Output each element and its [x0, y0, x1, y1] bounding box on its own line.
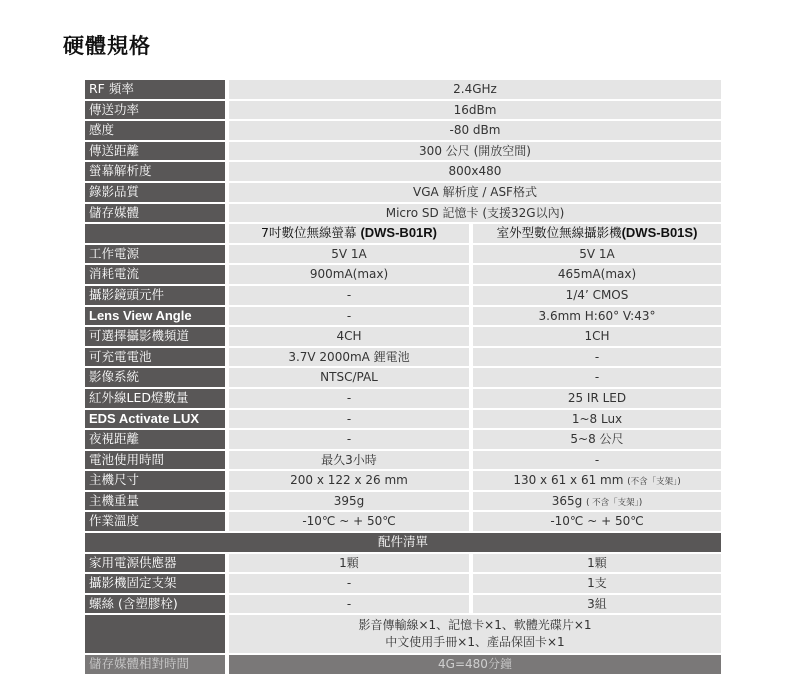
row-label: 電池使用時間	[85, 451, 225, 470]
camera-value: 25 IR LED	[473, 389, 721, 408]
monitor-value: -	[229, 430, 469, 449]
value-text: 130 x 61 x 61 mm	[513, 473, 624, 488]
model-code: (DWS-B01R)	[360, 225, 437, 241]
table-row	[85, 327, 721, 346]
value-note: ( 不含「支架」)	[586, 497, 643, 508]
value-text: 365g	[551, 493, 583, 508]
row-label: 消耗電流	[85, 265, 225, 284]
table-row	[85, 245, 721, 264]
camera-value	[473, 492, 721, 511]
row-value: 16dBm	[229, 101, 721, 120]
row-label: 攝影機固定支架	[85, 574, 225, 593]
monitor-value: 5V 1A	[229, 245, 469, 264]
camera-value: 1~8 Lux	[473, 410, 721, 429]
row-label: 影像系統	[85, 368, 225, 387]
accessories-extra	[229, 615, 721, 653]
row-label: 紅外線LED燈數量	[85, 389, 225, 408]
row-value: 800x480	[229, 162, 721, 181]
model-code: (DWS-B01S)	[621, 225, 698, 241]
monitor-value: 3.7V 2000mA 鋰電池	[229, 348, 469, 367]
accessories-line: 中文使用手冊×1、產品保固卡×1	[385, 635, 565, 650]
model-header-row	[85, 224, 721, 243]
monitor-value: -	[229, 574, 469, 593]
monitor-value: -	[229, 307, 469, 326]
camera-value	[473, 471, 721, 490]
table-row	[85, 286, 721, 305]
table-row	[85, 451, 721, 470]
model-header-monitor	[229, 224, 469, 243]
row-label: 主機重量	[85, 492, 225, 511]
camera-value: 3.6mm H:60° V:43°	[473, 307, 721, 326]
accessories-line: 影音傳輸線×1、記憶卡×1、軟體光碟片×1	[358, 618, 592, 633]
table-row	[85, 430, 721, 449]
camera-value: -	[473, 348, 721, 367]
row-label: 可充電電池	[85, 348, 225, 367]
monitor-value: 395g	[229, 492, 469, 511]
camera-value: 1/4’ CMOS	[473, 286, 721, 305]
monitor-value: -10℃ ~ + 50℃	[229, 512, 469, 531]
row-label: RF 頻率	[85, 80, 225, 99]
model-name: 室外型數位無線攝影機	[496, 225, 622, 241]
monitor-value: -	[229, 410, 469, 429]
row-label: 錄影品質	[85, 183, 225, 202]
table-row	[85, 142, 721, 161]
row-label: 儲存媒體相對時間	[85, 655, 225, 674]
table-row	[85, 492, 721, 511]
row-label: 螢幕解析度	[85, 162, 225, 181]
monitor-value: -	[229, 595, 469, 614]
row-label: Lens View Angle	[85, 307, 225, 326]
table-row	[85, 307, 721, 326]
row-label: 螺絲 (含塑膠栓)	[85, 595, 225, 614]
monitor-value: 1顆	[229, 554, 469, 573]
table-row	[85, 512, 721, 531]
table-row	[85, 204, 721, 223]
monitor-value: -	[229, 286, 469, 305]
camera-value: 1支	[473, 574, 721, 593]
monitor-value: 4CH	[229, 327, 469, 346]
table-row	[85, 265, 721, 284]
monitor-value: 900mA(max)	[229, 265, 469, 284]
row-label: 傳送功率	[85, 101, 225, 120]
model-header-camera	[473, 224, 721, 243]
table-row	[85, 471, 721, 490]
row-label: EDS Activate LUX	[85, 410, 225, 429]
table-row	[85, 595, 721, 614]
row-label: 家用電源供應器	[85, 554, 225, 573]
table-row	[85, 101, 721, 120]
camera-value: 465mA(max)	[473, 265, 721, 284]
row-value: Micro SD 記憶卡 (支援32G以內)	[229, 204, 721, 223]
row-label-empty	[85, 615, 225, 653]
table-row	[85, 183, 721, 202]
row-label: 主機尺寸	[85, 471, 225, 490]
row-value: -80 dBm	[229, 121, 721, 140]
camera-value: -	[473, 451, 721, 470]
storage-time-row	[85, 655, 721, 674]
page-title: 硬體規格	[63, 34, 151, 58]
monitor-value: NTSC/PAL	[229, 368, 469, 387]
row-label: 感度	[85, 121, 225, 140]
table-row	[85, 368, 721, 387]
row-label: 工作電源	[85, 245, 225, 264]
accessories-extra-row	[85, 615, 721, 653]
monitor-value: 200 x 122 x 26 mm	[229, 471, 469, 490]
table-row	[85, 574, 721, 593]
table-row	[85, 348, 721, 367]
camera-value: 1CH	[473, 327, 721, 346]
spec-table	[85, 80, 721, 676]
row-label: 夜視距離	[85, 430, 225, 449]
camera-value: 1顆	[473, 554, 721, 573]
camera-value: 3組	[473, 595, 721, 614]
row-label-empty	[85, 224, 225, 243]
camera-value: -	[473, 368, 721, 387]
row-value: 300 公尺 (開放空間)	[229, 142, 721, 161]
camera-value: 5~8 公尺	[473, 430, 721, 449]
monitor-value: 最久3小時	[229, 451, 469, 470]
table-row	[85, 389, 721, 408]
table-row	[85, 410, 721, 429]
table-row	[85, 162, 721, 181]
row-label: 攝影鏡頭元件	[85, 286, 225, 305]
row-label: 可選擇攝影機頻道	[85, 327, 225, 346]
row-value: VGA 解析度 / ASF格式	[229, 183, 721, 202]
table-row	[85, 554, 721, 573]
table-row	[85, 80, 721, 99]
row-label: 作業溫度	[85, 512, 225, 531]
table-row	[85, 121, 721, 140]
value-note: (不含「支架」)	[627, 477, 681, 488]
accessories-header: 配件清單	[85, 533, 721, 552]
model-name: 7吋數位無線螢幕	[261, 225, 361, 241]
storage-time-value: 4G=480分鐘	[229, 655, 721, 674]
row-label: 傳送距離	[85, 142, 225, 161]
camera-value: -10℃ ~ + 50℃	[473, 512, 721, 531]
monitor-value: -	[229, 389, 469, 408]
row-value: 2.4GHz	[229, 80, 721, 99]
camera-value: 5V 1A	[473, 245, 721, 264]
row-label: 儲存媒體	[85, 204, 225, 223]
